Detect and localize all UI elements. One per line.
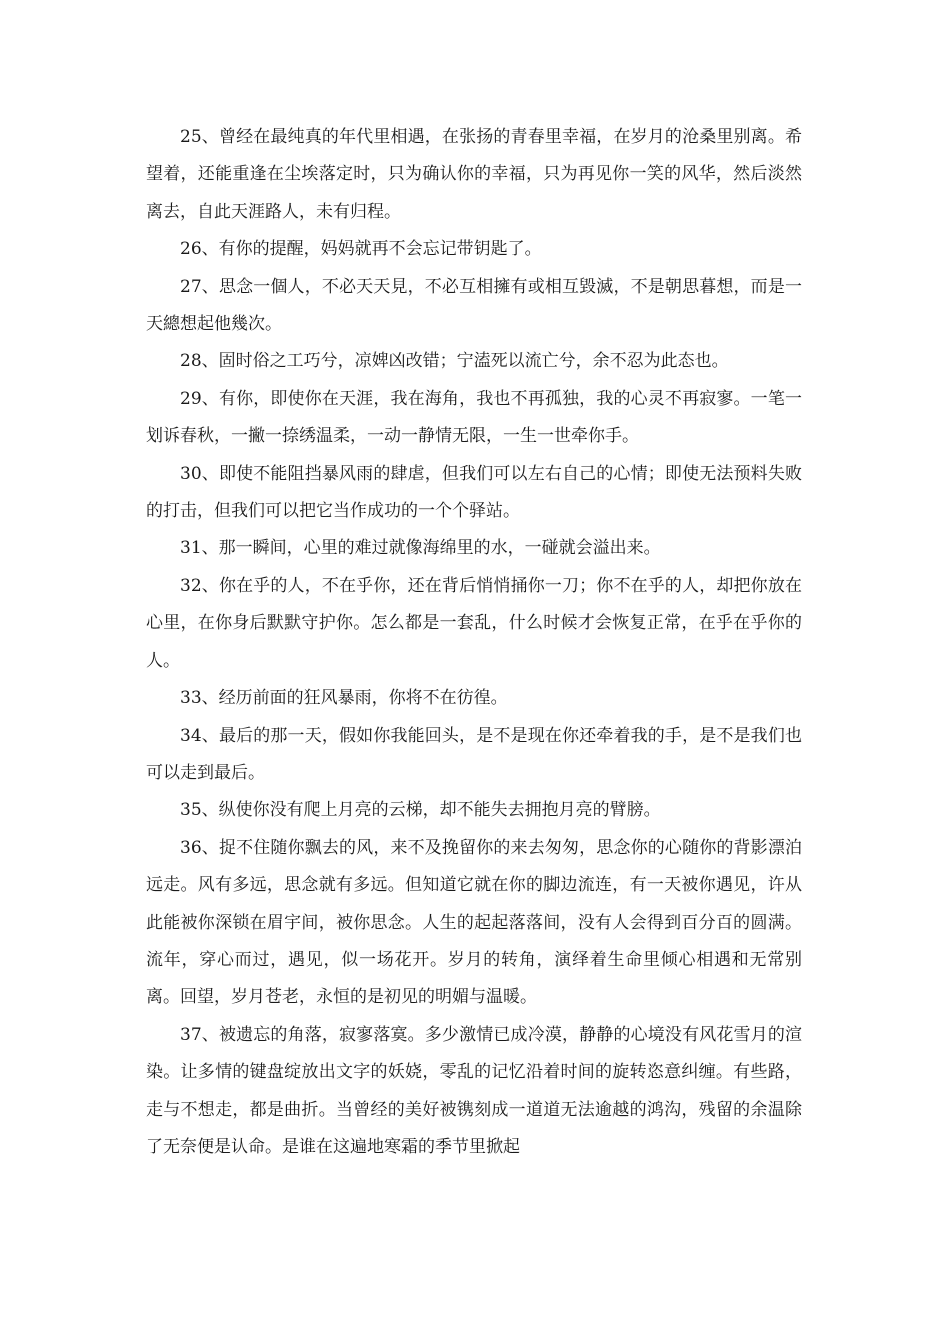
paragraph-35: 35、纵使你没有爬上月亮的云梯，却不能失去拥抱月亮的臂膀。 <box>180 800 661 821</box>
paragraph-29: 29、有你，即使你在天涯，我在海角，我也不再孤独，我的心灵不再寂寥。一笔一划诉春秋，一撇一捺绣温柔，一动一静情无限，一生一世牵你手。 <box>146 388 802 447</box>
paragraph-34: 34、最后的那一天，假如你我能回头，是不是现在你还牵着我的手，是不是我们也可以走到最后。 <box>146 725 802 783</box>
paragraph-30: 30、即使不能阻挡暴风雨的肆虐，但我们可以左右自己的心情；即使无法预料失败的打击，但我们可以把它当作成功的一个个驿站。 <box>146 463 802 522</box>
paragraph-32: 32、你在乎的人，不在乎你，还在背后悄悄捅你一刀；你不在乎的人，却把你放在心里，在你身后默默守护你。怎么都是一套乱，什么时候才会恢复正常，在乎在乎你的人。 <box>146 575 802 671</box>
paragraph-31: 31、那一瞬间，心里的难过就像海绵里的水，一碰就会溢出来。 <box>180 538 661 559</box>
paragraph-27: 27、思念一個人，不必天天見，不必互相擁有或相互毀滅，不是朝思暮想，而是一天總想起他幾次。 <box>146 276 802 335</box>
paragraph-26: 26、有你的提醒，妈妈就再不会忘记带钥匙了。 <box>180 239 542 260</box>
paragraph-33: 33、经历前面的狂风暴雨，你将不在彷徨。 <box>180 688 508 709</box>
paragraph-36: 36、捉不住随你飘去的风，来不及挽留你的来去匆匆，思念你的心随你的背影漂泊远走。风有多远，思念就有多远。但知道它就在你的脚边流连，有一天被你遇见，许从此能被你深锁在眉宇间，被你思念。人生的起起落落间，没有人会得到百分百的圆满。流年，穿心而过，遇见，似一场花开。岁月的转角，演绎着生命里倾心相遇和无常别离。回望，岁月苍老，永恒的是初见的明媚与温暖。 <box>146 837 802 1008</box>
document-page <box>146 119 802 1166</box>
paragraph-25: 25、曾经在最纯真的年代里相遇，在张扬的青春里幸福，在岁月的沧桑里别离。希望着，还能重逢在尘埃落定时，只为确认你的幸福，只为再见你一笑的风华，然后淡然离去，自此天涯路人，未有归程。 <box>146 127 802 222</box>
paragraph-37: 37、被遗忘的角落，寂寥落寞。多少激情已成冷漠，静静的心境没有风花雪月的渲染。让多情的键盘绽放出文字的妖娆，零乱的记忆沿着时间的旋转恣意纠缠。有些路，走与不想走，都是曲折。当曾经的美好被镌刻成一道道无法逾越的鸿沟，残留的余温除了无奈便是认命。是谁在这遍地寒霜的季节里掀起 <box>146 1024 802 1157</box>
paragraph-28: 28、固时俗之工巧兮，凉婢凶改错；宁溘死以流亡兮，余不忍为此态也。 <box>180 351 729 372</box>
